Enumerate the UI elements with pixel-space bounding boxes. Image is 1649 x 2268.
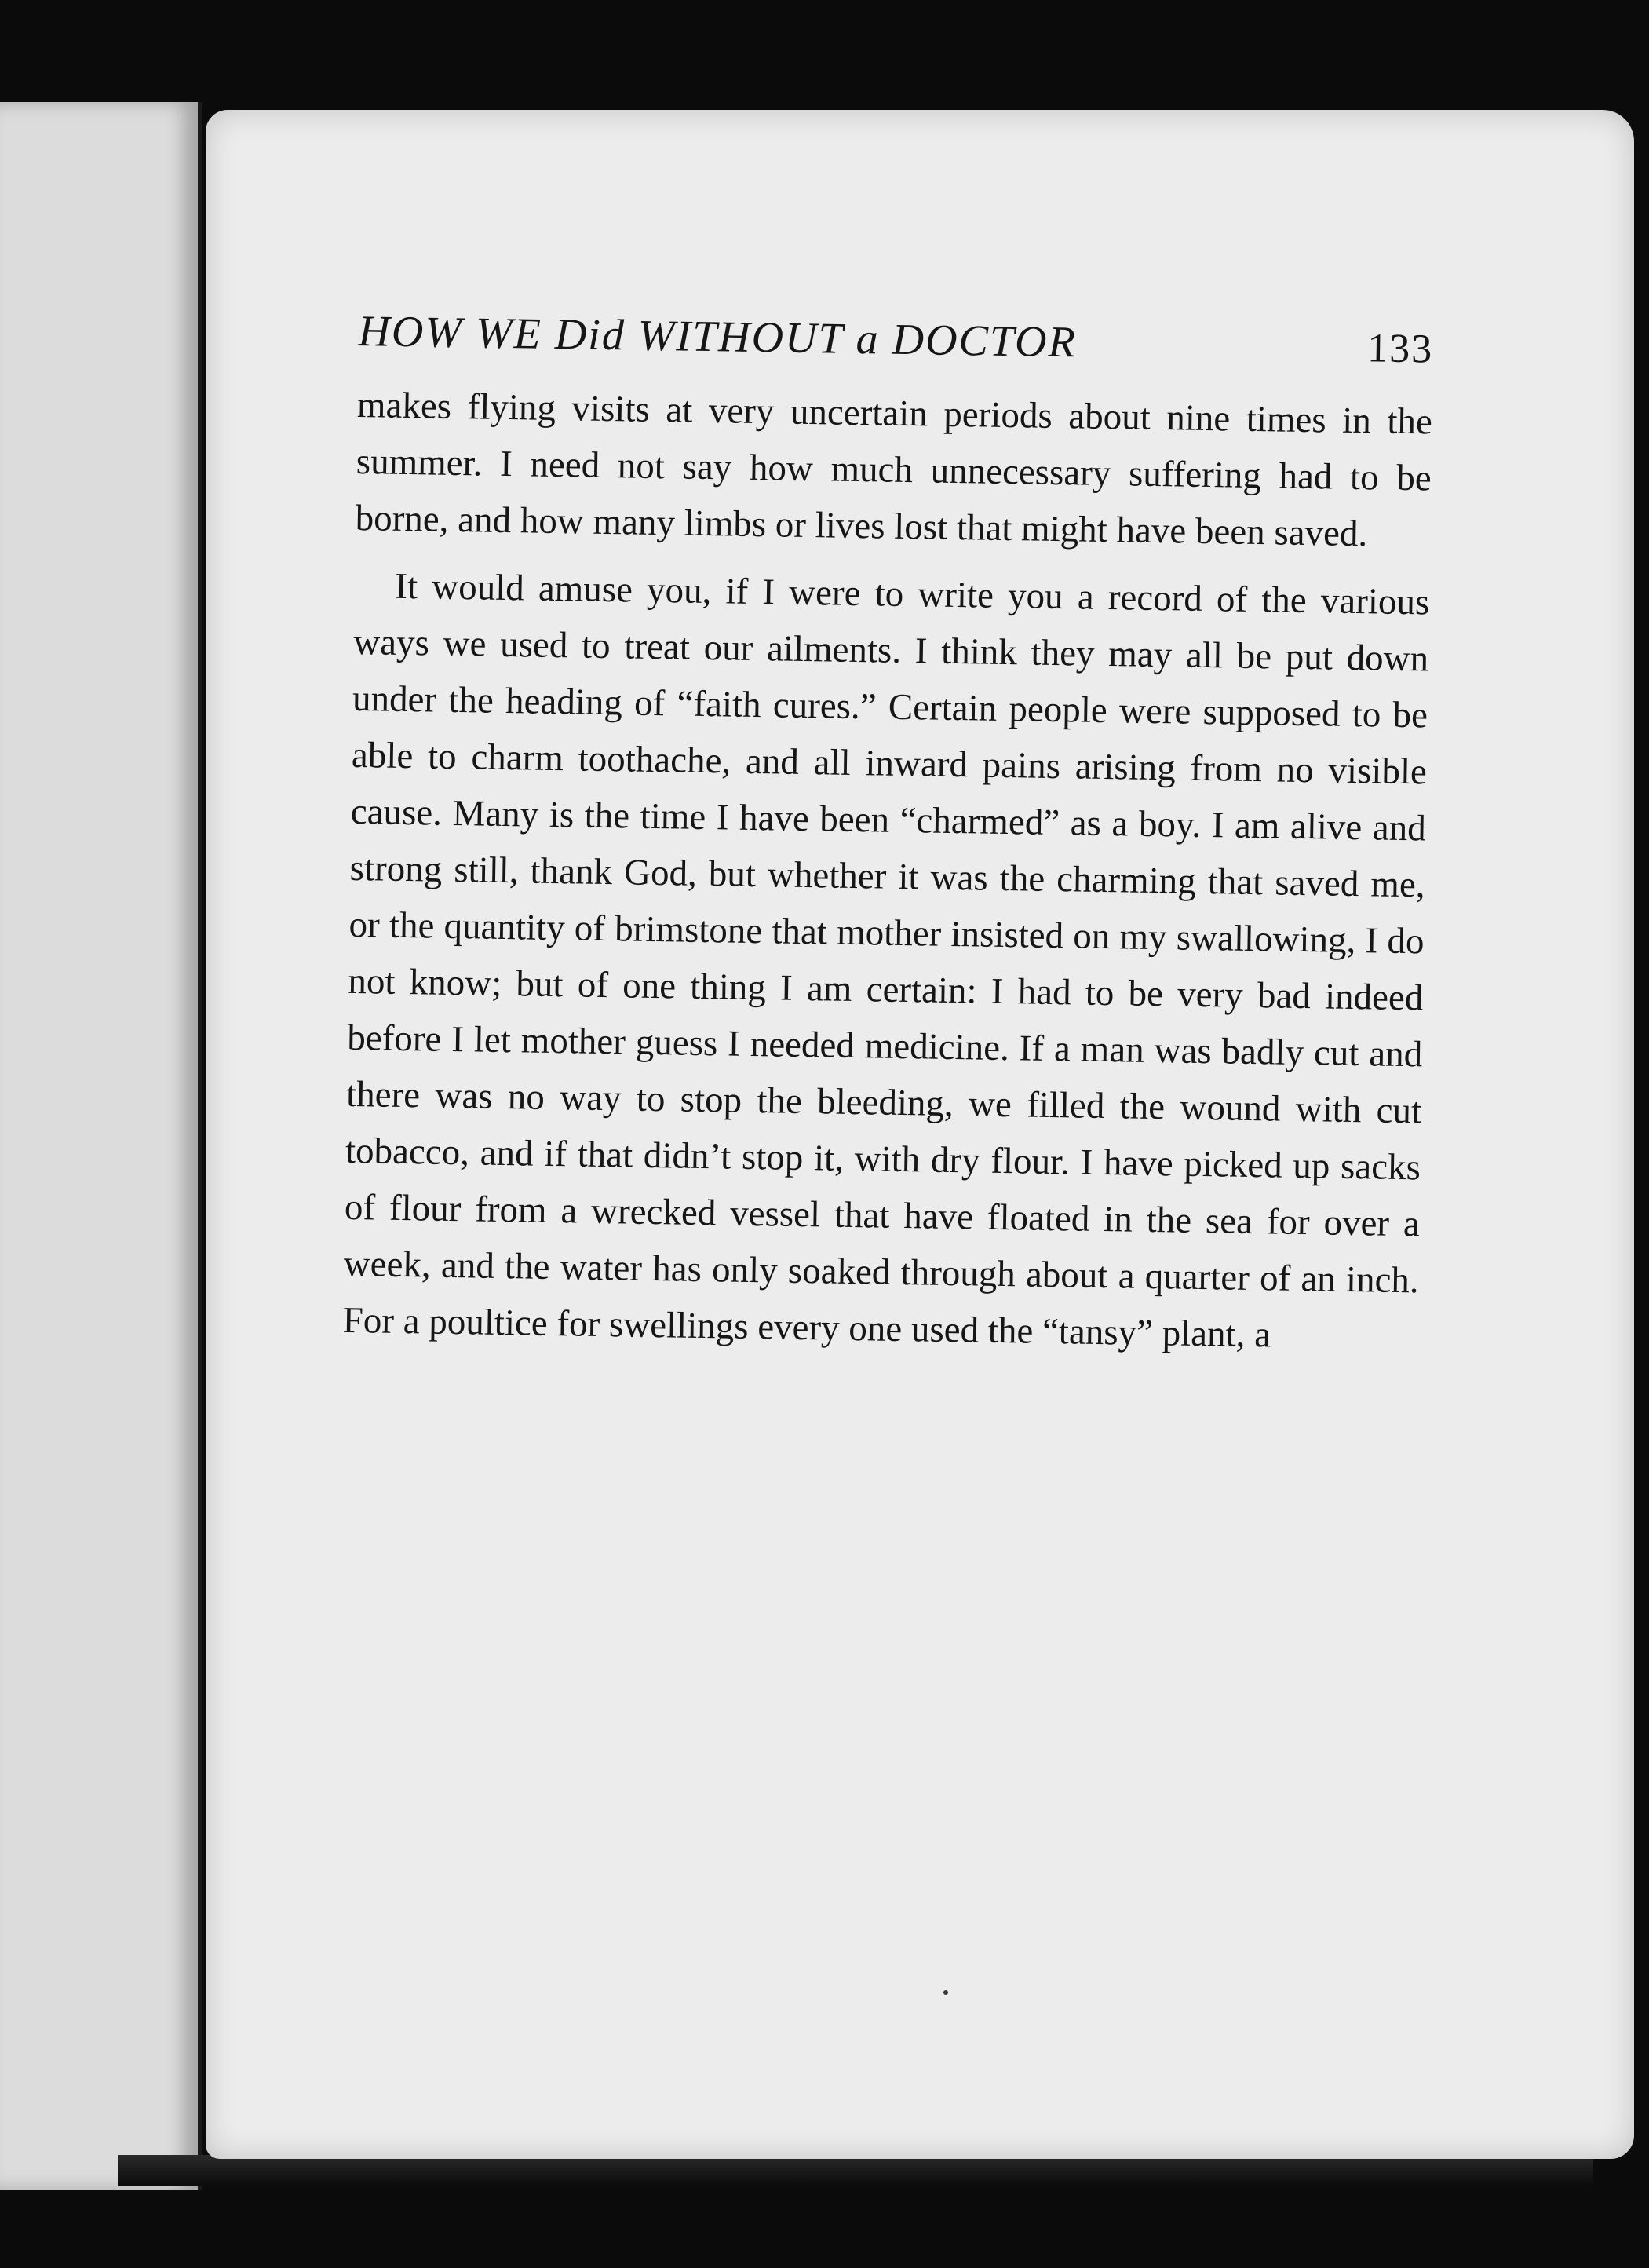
running-head — [358, 306, 1434, 374]
facing-page — [0, 102, 202, 2190]
page-number: 133 — [1366, 326, 1434, 372]
paragraph-continuation: makes flying visits at very uncertain periods about nine times in the summer. I need not say how much unnecessary suffering had to be borne, and how many limbs or lives lost that might have been saved. — [355, 384, 1433, 555]
book-page — [206, 110, 1634, 2159]
running-head-title: HOW WE Did WITHOUT a DOCTOR — [358, 306, 1078, 367]
speck-mark — [943, 1990, 948, 1995]
page-edge — [118, 2155, 1593, 2186]
paragraph: It would amuse you, if I were to write you a record of the various ways we used to treat our ailments. I think they may all be put down under the heading of “faith cures.” Certain people were supposed to be able to charm toothache, and all inward pains arising from no visible cause. Many is the time I have been “charmed” as a boy. I am alive and strong still, thank God, but whether it was the charming that saved me, or the quantity of brimstone that mother insisted on my swallowing, I do not know; but of one thing I am certain: I had to be very bad indeed before I let mother guess I needed medicine. If a man was badly cut and there was no way to stop the bleeding, we filled the wound with cut tobacco, and if that didn’t stop it, with dry flour. I have picked up sacks of flour from a wrecked vessel that have floated in the sea for over a week, and the water has only soaked through about a quarter of an inch. For a poultice for swellings every one used the “tansy” plant, a — [342, 565, 1430, 1356]
text-block — [342, 306, 1434, 1365]
